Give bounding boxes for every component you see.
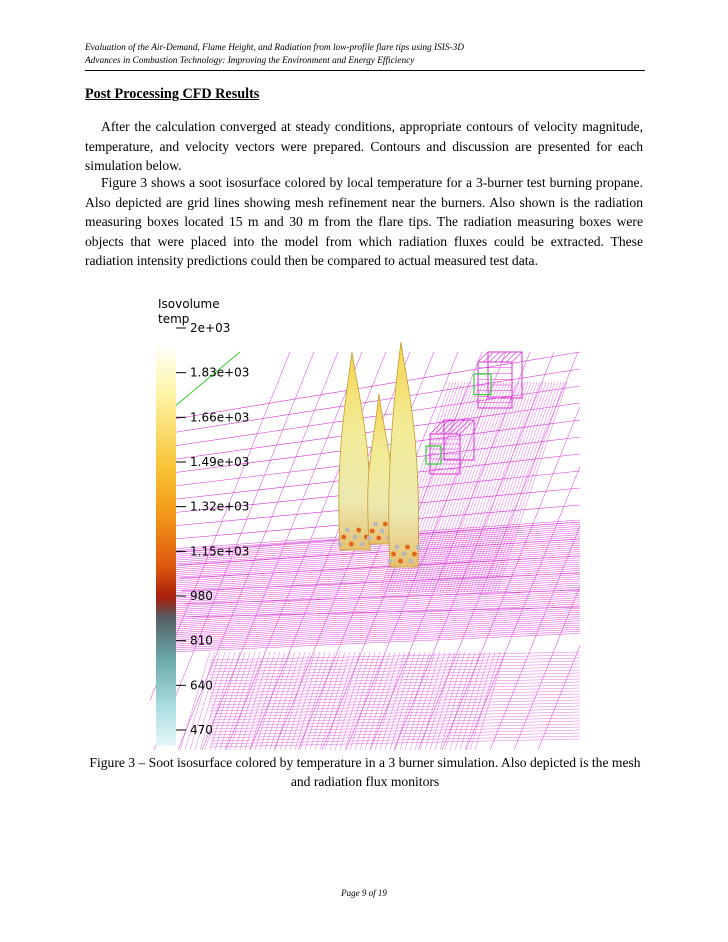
header-subtitle: Advances in Combustion Technology: Improving the Environment and Energy Efficiency	[85, 56, 415, 66]
paragraph-2: Figure 3 shows a soot isosurface colored by local temperature for a 3-burner test burning propane. Also depicted are grid lines showing mesh refinement near the burners. Also shown is the radiation measuring boxes located 15 m and 30 m from the flare tips. The radiation measuring boxes were objects that were placed into the model from which radiation fluxes could be extracted. These radiation intensity predictions could then be compared to actual measured test data.	[85, 175, 643, 268]
colorbar-tick-label: 2e+03	[190, 321, 231, 335]
figure-caption: Figure 3 – Soot isosurface colored by temperature in a 3 burner simulation. Also depicted is the mesh and radiation flux monitors	[89, 755, 641, 789]
colorbar	[156, 344, 176, 746]
legend-variable: temp	[158, 312, 190, 326]
colorbar-tick-label: 980	[190, 589, 213, 603]
colorbar-ticks	[176, 321, 249, 737]
soot-isosurface	[338, 342, 421, 567]
legend-title: Isovolume	[158, 297, 220, 311]
colorbar-tick-label: 1.15e+03	[190, 544, 250, 559]
running-header	[85, 42, 645, 68]
colorbar-tick-label: 1.66e+03	[190, 410, 250, 425]
colorbar-tick-label: 810	[190, 633, 213, 648]
figure-3	[150, 292, 580, 750]
section-title: Post Processing CFD Results	[85, 86, 260, 102]
paragraph-1: After the calculation converged at steady conditions, appropriate contours of velocity magnitude, temperature, and velocity vectors were prepared. Contours and discussion are presented for each simulation below.	[85, 119, 643, 173]
page-number: Page 9 of 19	[341, 888, 387, 898]
colorbar-tick-label: 1.83e+03	[190, 365, 250, 380]
colorbar-tick-label: 1.32e+03	[190, 499, 250, 514]
header-rule	[85, 70, 645, 71]
colorbar-tick-label: 470	[190, 723, 213, 737]
colorbar-tick-label: 1.49e+03	[190, 455, 250, 469]
colorbar-tick-label: 640	[190, 678, 213, 693]
header-title: Evaluation of the Air-Demand, Flame Height, and Radiation from low-profile flare tips using ISIS-3D	[85, 43, 464, 53]
